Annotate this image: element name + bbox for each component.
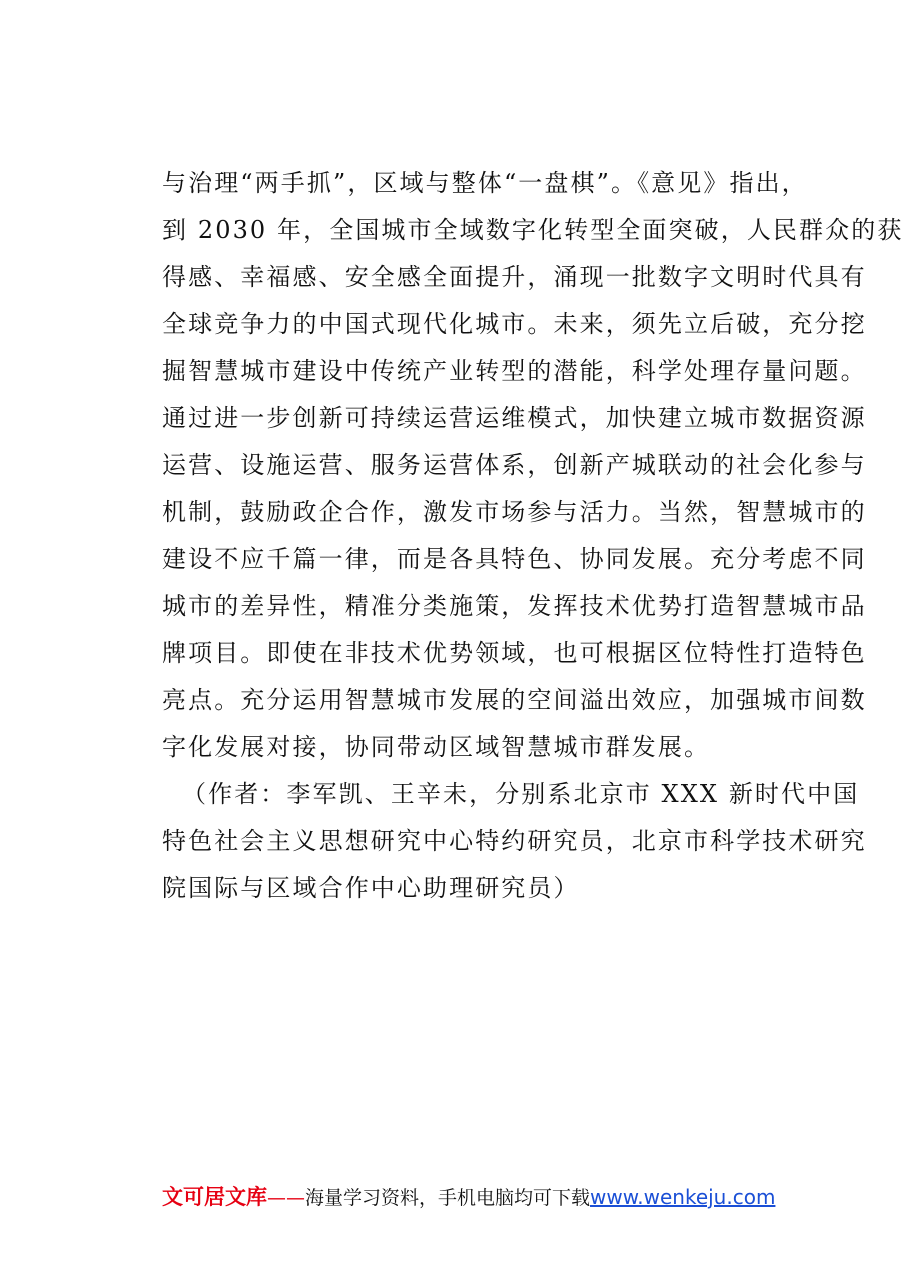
footer-dash: ——: [267, 1187, 305, 1209]
paragraph-line: 到 2030 年，全国城市全域数字化转型全面突破，人民群众的获: [162, 216, 904, 244]
footer-website-link[interactable]: www.wenkeju.com: [590, 1185, 776, 1209]
paragraph-line: 字化发展对接，协同带动区域智慧城市群发展。: [162, 733, 711, 761]
paragraph-line: 城市的差异性，精准分类施策，发挥技术优势打造智慧城市品: [162, 592, 867, 620]
footer-slogan: 海量学习资料，手机电脑均可下载: [305, 1187, 591, 1209]
paragraph-line: 建设不应千篇一律，而是各具特色、协同发展。充分考虑不同: [162, 545, 867, 573]
paragraph-line: 全球竞争力的中国式现代化城市。未来，须先立后破，充分挖: [162, 310, 867, 338]
paragraph-line: 得感、幸福感、安全感全面提升，涌现一批数字文明时代具有: [162, 263, 867, 291]
paragraph-line: 机制，鼓励政企合作，激发市场参与活力。当然，智慧城市的: [162, 498, 867, 526]
article-body: [162, 160, 904, 912]
paragraph-line: 运营、设施运营、服务运营体系，创新产城联动的社会化参与: [162, 451, 867, 479]
author-note-line: 特色社会主义思想研究中心特约研究员，北京市科学技术研究: [162, 827, 867, 855]
footer-brand: 文可居文库: [162, 1185, 267, 1209]
author-note-line: （作者：李军凯、王辛未，分别系北京市 XXX 新时代中国: [182, 780, 860, 808]
paragraph-line: 牌项目。即使在非技术优势领域，也可根据区位特性打造特色: [162, 639, 867, 667]
paragraph-line: 亮点。充分运用智慧城市发展的空间溢出效应，加强城市间数: [162, 686, 867, 714]
paragraph-line: 掘智慧城市建设中传统产业转型的潜能，科学处理存量问题。: [162, 357, 867, 385]
paragraph-line: 与治理“两手抓”，区域与整体“一盘棋”。《意见》指出，: [162, 169, 808, 197]
paragraph-line: 通过进一步创新可持续运营运维模式，加快建立城市数据资源: [162, 404, 867, 432]
footer-banner: [162, 1180, 802, 1214]
author-note-line: 院国际与区域合作中心助理研究员）: [162, 874, 580, 902]
